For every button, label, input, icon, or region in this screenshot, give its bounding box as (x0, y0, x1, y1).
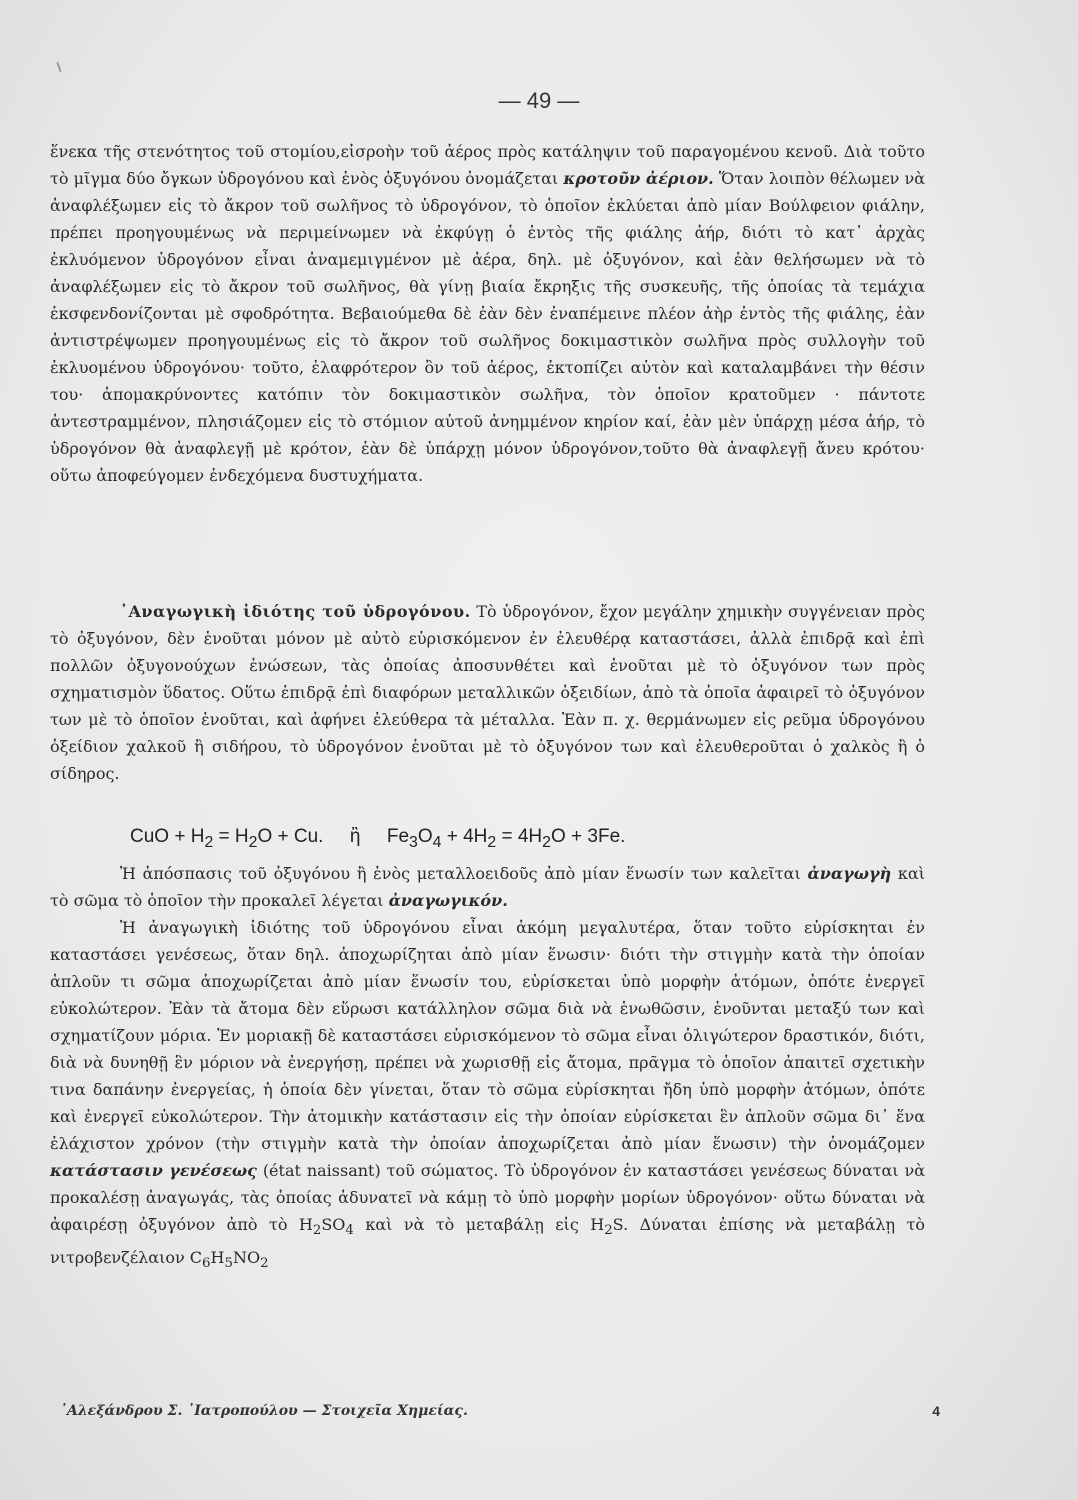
equation-subscript: 2 (542, 833, 551, 851)
paragraph-flammable-gas (50, 138, 925, 489)
equation-term: CuO + H (130, 826, 205, 847)
french-term: (état naissant) (262, 1161, 381, 1180)
chemical-equation (130, 826, 890, 852)
page-number: — 49 — (498, 88, 580, 113)
page-footer (60, 1403, 940, 1419)
formula-nitrobenzene: $C_6H_5NO_2$ (189, 1248, 269, 1272)
term-katastasis-geneseos: κατάστασιν γενέσεως (50, 1161, 257, 1180)
equation-subscript: 4 (432, 833, 442, 851)
term-kroton-aerion: κροτοῦν ἀέριον. (563, 169, 714, 188)
equation-subscript: 2 (204, 833, 214, 851)
equation-term: = 4H (496, 826, 543, 847)
term-anagogikon: ἀναγωγικόν. (388, 891, 508, 910)
paragraph4-text-a: Ἡ ἀναγωγικὴ ἰδιότης τοῦ ὑδρογόνου εἶναι ἀκόμη μεγαλυτέρα, ὅταν τοῦτο εὑρίσκηται ἐν καταστάσει γενέσεως, ὅταν δηλ. ἀποχωρίζηται ἀπὸ μίαν ἕνωσιν· διότι τὴν στιγμὴν κατὰ τὴν ὁποίαν ἁπλοῦν τι σῶμα ἀποχωρίζεται ἀπὸ μίαν ἕνωσίν του, εὑρίσκεται ὑπὸ μορφὴν ἀτόμων, ὁπότε ἐνεργεῖ εὐκολώτερον. Ἐὰν τὰ ἄτομα δὲν εὕρωσι κατάλληλον σῶμα διὰ νὰ ἑνωθῶσιν, ἑνοῦνται μεταξύ των καὶ σχηματίζουν μόρια. Ἐν μοριακῇ δὲ καταστάσει εὑρισκόμενον τὸ σῶμα εἶναι ὀλιγώτερον δραστικόν, διότι, διὰ νὰ δυνηθῇ ἓν μόριον νὰ ἐνεργήσῃ, πρέπει νὰ χωρισθῇ εἰς ἄτομα, πρᾶγμα τὸ ὁποῖον ἀπαιτεῖ σχετικὴν τινα δαπάνην ἐνεργείας, ἡ ὁποία δὲν γίνεται, ὅταν τὸ σῶμα εὑρίσκηται ἤδη ὑπὸ μορφὴν ἀτόμων, ὁπότε καὶ ἐνεργεῖ εὐκολώτερον. Τὴν ἀτομικὴν κατάστασιν εἰς τὴν ὁποίαν εὑρίσκεται ἓν ἁπλοῦν σῶμα δι᾿ ἕνα ἐλάχιστον χρόνον (τὴν στιγμὴν κατὰ τὴν ὁποίαν ἀποχωρίζεται ἀπὸ μίαν ἕνωσιν) τὴν ὀνομάζομεν (50, 918, 925, 1153)
equation-connector: ἢ (349, 826, 361, 847)
equation-term: + 4H (441, 826, 488, 847)
equation-subscript: 3 (409, 833, 418, 851)
term-anagogi: ἀναγωγὴ (807, 864, 892, 883)
equation-term: O + Cu. (257, 826, 324, 847)
paragraph3-text-b: καὶ τὸ σῶμα τὸ ὁποῖον τὴν προκαλεῖ λέγεται (50, 864, 925, 910)
paragraph1-text-b: Ὅταν λοιπὸν θέλωμεν νὰ ἀναφλέξωμεν εἰς τὸ ἄκρον τοῦ σωλῆνος τὸ ὑδρογόνον, τὸ ὁποῖον ἐκλύεται ἀπὸ μίαν Βούλφειον φιάλην, πρέπει προηγουμένως νὰ περιμείνωμεν νὰ ἐκφύγῃ ὁ ἐντὸς τῆς φιάλης ἀήρ, διότι τὸ κατ᾿ ἀρχὰς ἐκλυόμενον ὑδρογόνον εἶναι ἀναμεμιγμένον μὲ ἀέρα, δηλ. μὲ ὀξυγόνον, καὶ ἐὰν θελήσωμεν νὰ τὸ ἀναφλέξωμεν εἰς τὸ ἄκρον τοῦ σωλῆνος, θὰ γίνῃ βιαία ἔκρηξις τῆς συσκευῆς, τῆς ὁποίας τὰ τεμάχια ἐκσφενδονίζονται μὲ σφοδρότητα. Βεβαιούμεθα δὲ ἐὰν δὲν ἐναπέμεινε πλέον ἀὴρ ἐντὸς τῆς φιάλης, ἐὰν ἀντιστρέψωμεν προηγουμένως εἰς τὸ ἄκρον τοῦ σωλῆνος δοκιμαστικὸν σωλῆνα πρὸς συλλογὴν τοῦ ἐκλυομένου ὑδρογόνου· τοῦτο, ἐλαφρότερον ὂν τοῦ ἀέρος, ἐκτοπίζει αὐτὸν καὶ καταλαμβάνει τὴν θέσιν του· ἀπομακρύνοντες κατόπιν τὸν δοκιμαστικὸν σωλῆνα, τὸν ὁποῖον κρατοῦμεν · πάντοτε ἀντεστραμμένον, πλησιάζομεν εἰς τὸ στόμιον αὐτοῦ ἀνημμένον κηρίον καί, ἐὰν μὲν ὑπάρχῃ μέσα ἀήρ, τὸ ὑδρογόνον θὰ ἀναφλεγῇ μὲ κρότον, ἐὰν δὲ ὑπάρχῃ μόνον ὑδρογόνον,τοῦτο θὰ ἀναφλεγῇ ἄνευ κρότου· οὕτω ἀποφεύγομεν ἐνδεχόμενα δυστυχήματα. (50, 169, 926, 485)
equation-term: O + 3Fe. (550, 826, 626, 847)
paragraph-nascent-state (50, 914, 925, 1277)
equation-subscript: 2 (487, 833, 497, 851)
formula-sulfuric-acid: $H_2SO_4$ (298, 1215, 354, 1239)
equation-term: O (417, 826, 433, 847)
paragraph-reduction-definition (50, 860, 925, 1277)
equation-term: = H (213, 826, 249, 847)
equation-term: Fe (386, 826, 410, 847)
paragraph2-text: Τὸ ὑδρογόνον, ἔχον μεγάλην χημικὴν συγγένειαν πρὸς τὸ ὀξυγόνον, δὲν ἑνοῦται μόνον μὲ αὐτὸ εὑρισκόμενον ἐν ἐλευθέρᾳ καταστάσει, ἀλλὰ ἐπιδρᾷ καὶ ἐπὶ πολλῶν ὀξυγονούχων ἑνώσεων, τὰς ὁποίας ἀποσυνθέτει καὶ ἑνοῦται μὲ τὸ ὀξυγόνον των πρὸς σχηματισμὸν ὕδατος. Οὕτω ἐπιδρᾷ ἐπὶ διαφόρων μεταλλικῶν ὀξειδίων, ἀπὸ τὰ ὁποῖα ἀφαιρεῖ τὸ ὀξυγόνον των μὲ τὸ ὁποῖον ἑνοῦται, καὶ ἀφήνει ἐλεύθερα τὰ μέταλλα. Ἐὰν π. χ. θερμάνωμεν εἰς ρεῦμα ὑδρογόνου ὀξείδιον χαλκοῦ ἢ σιδήρου, τὸ ὑδρογόνον ἑνοῦται μὲ τὸ ὀξυγόνον των καὶ ἐλευθεροῦται ὁ χαλκὸς ἢ ὁ σίδηρος. (50, 602, 925, 783)
margin-mark (56, 62, 61, 72)
formula-hydrogen-sulfide: $H_2S$. (590, 1215, 629, 1239)
paragraph4-text-b: τοῦ σώματος. Τὸ ὑδρογόνον ἐν καταστάσει γενέσεως δύναται νὰ προκαλέσῃ ἀναγωγάς, τὰς ὁποίας ἀδυνατεῖ νὰ κάμῃ τὸ ὑπὸ μορφὴν μορίων ὑδρογόνον· οὕτω δύναται νὰ ἀφαιρέσῃ ὀξυγόνον ἀπὸ τὸ (50, 1161, 926, 1234)
paragraph4-text-d: Δύναται ἐπίσης νὰ μεταβάλῃ τὸ νιτροβενζέλαιον (50, 1215, 926, 1268)
paragraph-reducing-property (50, 598, 925, 787)
paragraph1-text-a: ἕνεκα τῆς στενότητος τοῦ στομίου,εἰσροὴν τοῦ ἀέρος πρὸς κατάληψιν τοῦ παραγομένου κενοῦ. Διὰ τοῦτο τὸ μῖγμα δύο ὄγκων ὑδρογόνου καὶ ἑνὸς ὀξυγόνου ὀνομάζεται (50, 142, 925, 188)
paragraph3-text-a: Ἡ ἀπόσπασις τοῦ ὀξυγόνου ἢ ἑνὸς μεταλλοειδοῦς ἀπὸ μίαν ἕνωσίν των καλεῖται (120, 864, 801, 883)
paragraph4-text-c: καὶ νὰ τὸ μεταβάλῃ εἰς (365, 1215, 579, 1234)
sheet-number: 4 (932, 1403, 940, 1419)
section-heading: ᾿Αναγωγικὴ ἰδιότης τοῦ ὑδρογόνου. (120, 602, 471, 621)
equation-subscript: 2 (248, 833, 258, 851)
book-signature: ᾿Αλεξάνδρου Σ. ᾿Ιατροπούλου — Στοιχεῖα Χημείας. (60, 1403, 468, 1419)
